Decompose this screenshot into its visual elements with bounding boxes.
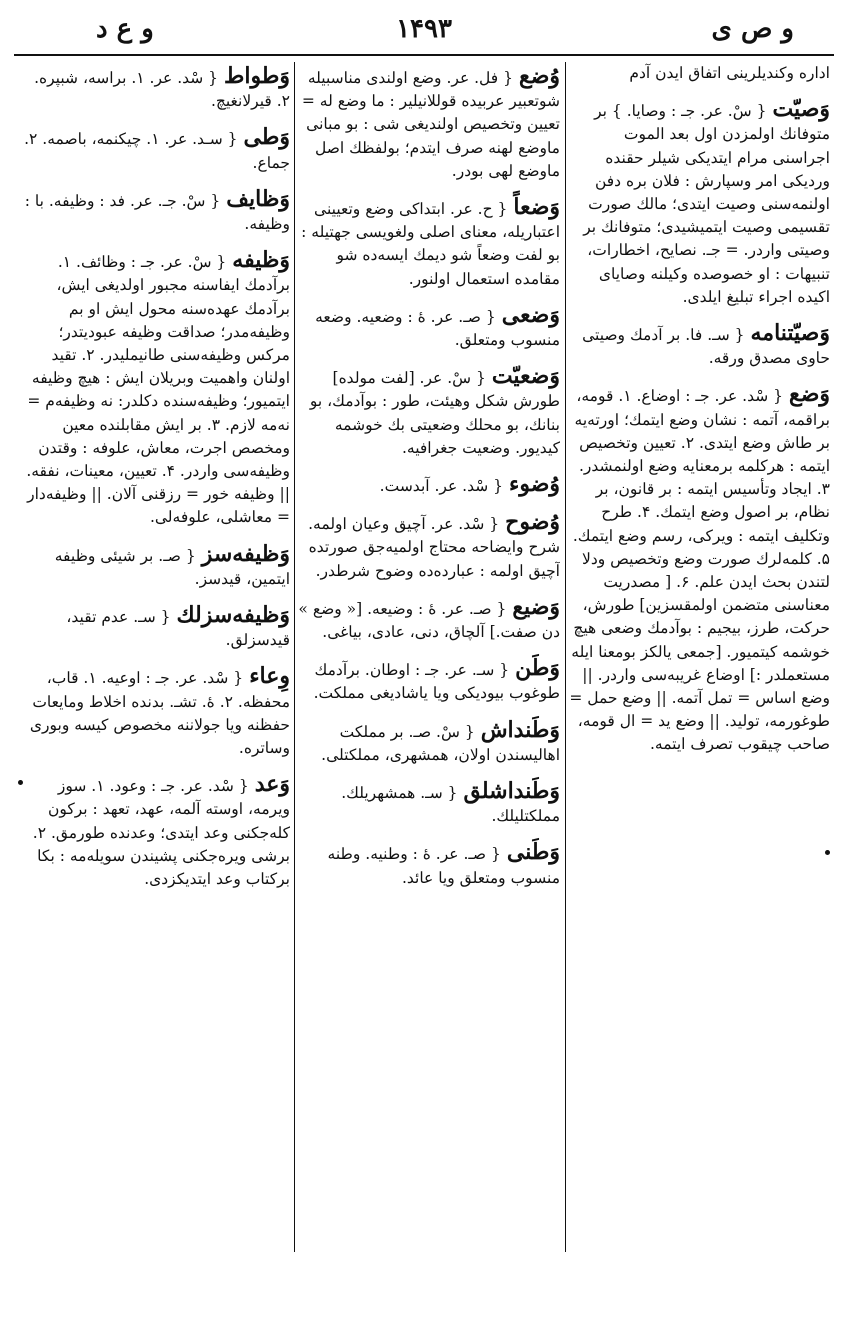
dictionary-entry: [24, 540, 290, 591]
header-first-entry-letters: و ص ی: [711, 14, 794, 44]
definition-text: { سْ. عر. [لفت مولده] طورش شكل وهیئت، طور : بوآدمك، بو بنانك، بو محلك وضعیتی بك خوشمه كیدیور. وضعیت جغرافیه.: [309, 369, 560, 457]
dictionary-entry: [24, 123, 290, 174]
headword: وَظیفه: [232, 247, 290, 274]
headword: وَضعیّت: [491, 363, 560, 390]
headword: وَطَنداشلق: [463, 778, 560, 805]
definition-text: { سْ. صـ. بر مملكت اهالیسندن اولان، همشهری، مملكتلی.: [321, 722, 560, 764]
dictionary-entry: [24, 770, 290, 891]
headword: وُضوح: [505, 509, 560, 536]
dictionary-entry: [24, 185, 290, 236]
definition-text: { سـ. همشهریلك. مملكتلیلك.: [341, 784, 560, 826]
dictionary-entry: [298, 362, 560, 460]
page-number: ۱۴۹۳: [396, 14, 452, 44]
margin-dot: [18, 780, 23, 785]
definition-text: { سْد. عر. جـ : وعود. ۱. سوز ویرمه، اوسته آلمه، عهد، تعهد : بركون كله‌جكنی وعد ایتدی؛ وعدنده طورمق. ۲. برشی ویره‌جكنی پشیندن سویله‌مه : بكا بركتاب وعد ایتدیكزدی.: [32, 777, 290, 889]
headword: وَظایف: [226, 185, 290, 212]
headword: وَضع: [788, 381, 830, 408]
headword: وَظیفه‌سز: [201, 540, 290, 567]
dictionary-page: [14, 8, 834, 1308]
definition-text: { سْد. عر. ۱. براسه، شبپره. ۲. قیرلانغیچ.: [34, 69, 290, 111]
dictionary-entry: [24, 62, 290, 113]
header-last-entry-letters: و ع د: [96, 14, 154, 44]
definition-text: { سْ. عر. جـ : وصایا. } بر متوفانك اولمزدن اول بعد الموت اجراسنی مرام ایتدیكی شیلر حقنده وردیكی امر وسپارش : فلان بره دفن اولنمه‌سنی وصیت ایتدی؛ مالك صورت تقسیمی وصیت ایتمیشیدی؛ متوفانك بر وصیتی واردر. = جـ. نصایح، اخطارات، تنبیهات : او خصوصده وكیلنه وصایای اكیده اجراء تبلیغ ایلدی.: [583, 102, 830, 306]
dictionary-entry: [298, 301, 560, 352]
definition-text: { صـ. عر. ۀ : وضعیه. وضعه منسوب ومتعلق.: [315, 307, 560, 350]
headword: وَطَنی: [506, 839, 560, 866]
headword: وَضعاً: [513, 194, 560, 221]
dictionary-entry: [24, 601, 290, 652]
definition-text: اداره وكندیلرینی اتفاق ایدن آدم: [629, 64, 830, 82]
definition-text: { صـ. بر شیئی وظیفه ایتمین، قیدسز.: [54, 546, 290, 588]
headword: وَظیفه‌سزلك: [176, 602, 290, 629]
dictionary-entry: [24, 246, 290, 529]
definition-text: { ح. عر. ابتداكی وضع وتعیینی اعتباریله، معنای اصلی ولغویسی جهتیله : بو لفت وضعاً شو دیمك ایسه‌ده شو مقامده استعمال اولنور.: [301, 200, 560, 288]
definition-text: { سـ. فا. بر آدمك وصیتی حاوی مصدق ورقه.: [582, 326, 830, 368]
definition-text: { صـ. عر. ۀ : وضیعه. [« وضع » دن صفت.] آلچاق، دنی، عادی، بیاغی.: [298, 599, 560, 642]
headword: وَطَنداش: [480, 716, 560, 743]
definition-text: { سْ. جـ. عر. فد : وظیفه. با : وظیفه.: [24, 191, 290, 234]
column-right: [568, 62, 830, 1252]
header-divider: [14, 54, 834, 56]
dictionary-entry: [298, 470, 560, 498]
headword: وِعاء: [249, 663, 290, 690]
definition-text: { سْد. عر. جـ : اوضاع. ۱. قومه، براقمه، آتمه : نشان وضع ایتمك؛ اورته‌یه بر طاش وضع ایتدی. ۲. تعیین وتخصیص ایتمه : هركلمه برمعنایه وضع اولنمشدر. ۳. ایجاد وتأسیس ایتمه : بر قانون، بر نظام، بر اصول وضع ایتمك. ۴. طرح وتكلیف ایتمه : ویركی، رسم وضع ایتمك. ۵. كلمه‌لرك صورت وضع وتخصیص ودلا لتندن بحث ایدن علم. ۶. [ مصدریت معناسنی متضمن اولمقسزین] طورش، حركت، طرز، بیجیم : بوآدمك وضعی هیچ خوشمه كیتمیور. [جمعی یالكز بومعنا ایله مستعملدر :] اوضاع غریبه‌سی واردر. || وضع اساس = تمل آتمه. || وضع حمل = طوغورمه، تولید. || وضع ید = ال قومه، صاحب چیقوب تصرف ایتمه.: [569, 387, 830, 754]
definition-text: { سـ. عدم تقید، قیدسزلق.: [66, 608, 290, 650]
dictionary-entry: [298, 593, 560, 644]
dictionary-entry: [568, 380, 830, 756]
headword: وُضوء: [508, 471, 560, 498]
definition-text: { سْد. عر. آچیق وعیان اولمه. شرح وایضاحه محتاج اولمیه‌جق صورتده آچیق اولمه : عبارده‌ده وضوح شرطدر.: [308, 515, 560, 580]
dictionary-entry: [298, 62, 560, 183]
dictionary-entry: [298, 838, 560, 889]
definition-text: { سـ. عر. جـ : اوطان. برآدمك طوغوب بیودیكی ویا یاشادیغی مملكت.: [313, 661, 560, 703]
dictionary-entry: [298, 777, 560, 828]
column-middle: [298, 62, 560, 1252]
dictionary-entry: [568, 62, 830, 85]
dictionary-entry: [298, 508, 560, 583]
headword: وَضعی: [501, 301, 560, 328]
definition-text: { صـ. عر. ۀ : وطنیه. وطنه منسوب ومتعلق ویا عائد.: [327, 845, 560, 887]
dictionary-entry: [298, 716, 560, 767]
headword: وَصیّت: [772, 96, 830, 123]
margin-dot: [825, 850, 830, 855]
definition-text: { سْد. عر. جـ : اوعیه. ۱. قاب، محفظه. ۲. ۀ. تشـ. بدنده اخلاط ومایعات حفظنه ویا جولاننه مخصوص كیسه وبوری وساتره.: [29, 669, 290, 758]
headword: وَصیّتنامه: [750, 320, 830, 347]
dictionary-entry: [24, 662, 290, 760]
headword: وُضع: [518, 63, 560, 89]
headword: وَطَن: [515, 655, 560, 682]
column-divider: [294, 62, 295, 1252]
headword: وَطواط: [224, 63, 290, 89]
dictionary-entry: [568, 95, 830, 309]
column-left: [24, 62, 290, 1252]
headword: وَعد: [254, 771, 290, 798]
page-header: [14, 8, 834, 52]
headword: وَطی: [243, 124, 290, 151]
definition-text: { سـد. عر. ۱. چیكنمه، باصمه. ۲. جماع.: [24, 130, 290, 172]
dictionary-entry: [568, 319, 830, 370]
dictionary-entry: [298, 654, 560, 705]
column-divider: [565, 62, 566, 1252]
headword: وَضیع: [512, 593, 560, 620]
definition-text: { سْد. عر. آبدست.: [379, 477, 503, 496]
definition-text: { سْ. عر. جـ : وظائف. ۱. برآدمك ایفاسنه مجبور اولدیغی ایش، برآدمك عهده‌سنه محول ایش او بم وظیفه‌مدر؛ صداقت وظیفه عبودیتدر؛ مركس وظیفه‌سنی طانیملیدر. ۲. تقید اولنان واهمیت وبریلان ایش : هیچ وظیفه ایتمیور؛ وظیفه‌سنده دكلدر: نه وظیفه‌م = نه‌مه لازم. ۳. بر ایش مقابلنده معین ومخصص اجرت، معاش، علوفه : وقتدن وظیفه‌سی واردر. ۴. تعیین، معینات، نفقه. || وظیفه خور = رزقنی آلان. || وظیفه‌دار = معاشلی، علوفه‌لی.: [26, 253, 290, 527]
definition-text: { فل. عر. وضع اولندی مناسبیله شوتعبیر عربیده قوللانیلیر : ما وضع له = تعیین وتخصیص اولندیغی شی : بو مبانی ماوضع لهنه صرف ایتدم؛ بولفظك اصل ماوضع لهی بودر.: [301, 69, 560, 180]
dictionary-entry: [298, 193, 560, 291]
